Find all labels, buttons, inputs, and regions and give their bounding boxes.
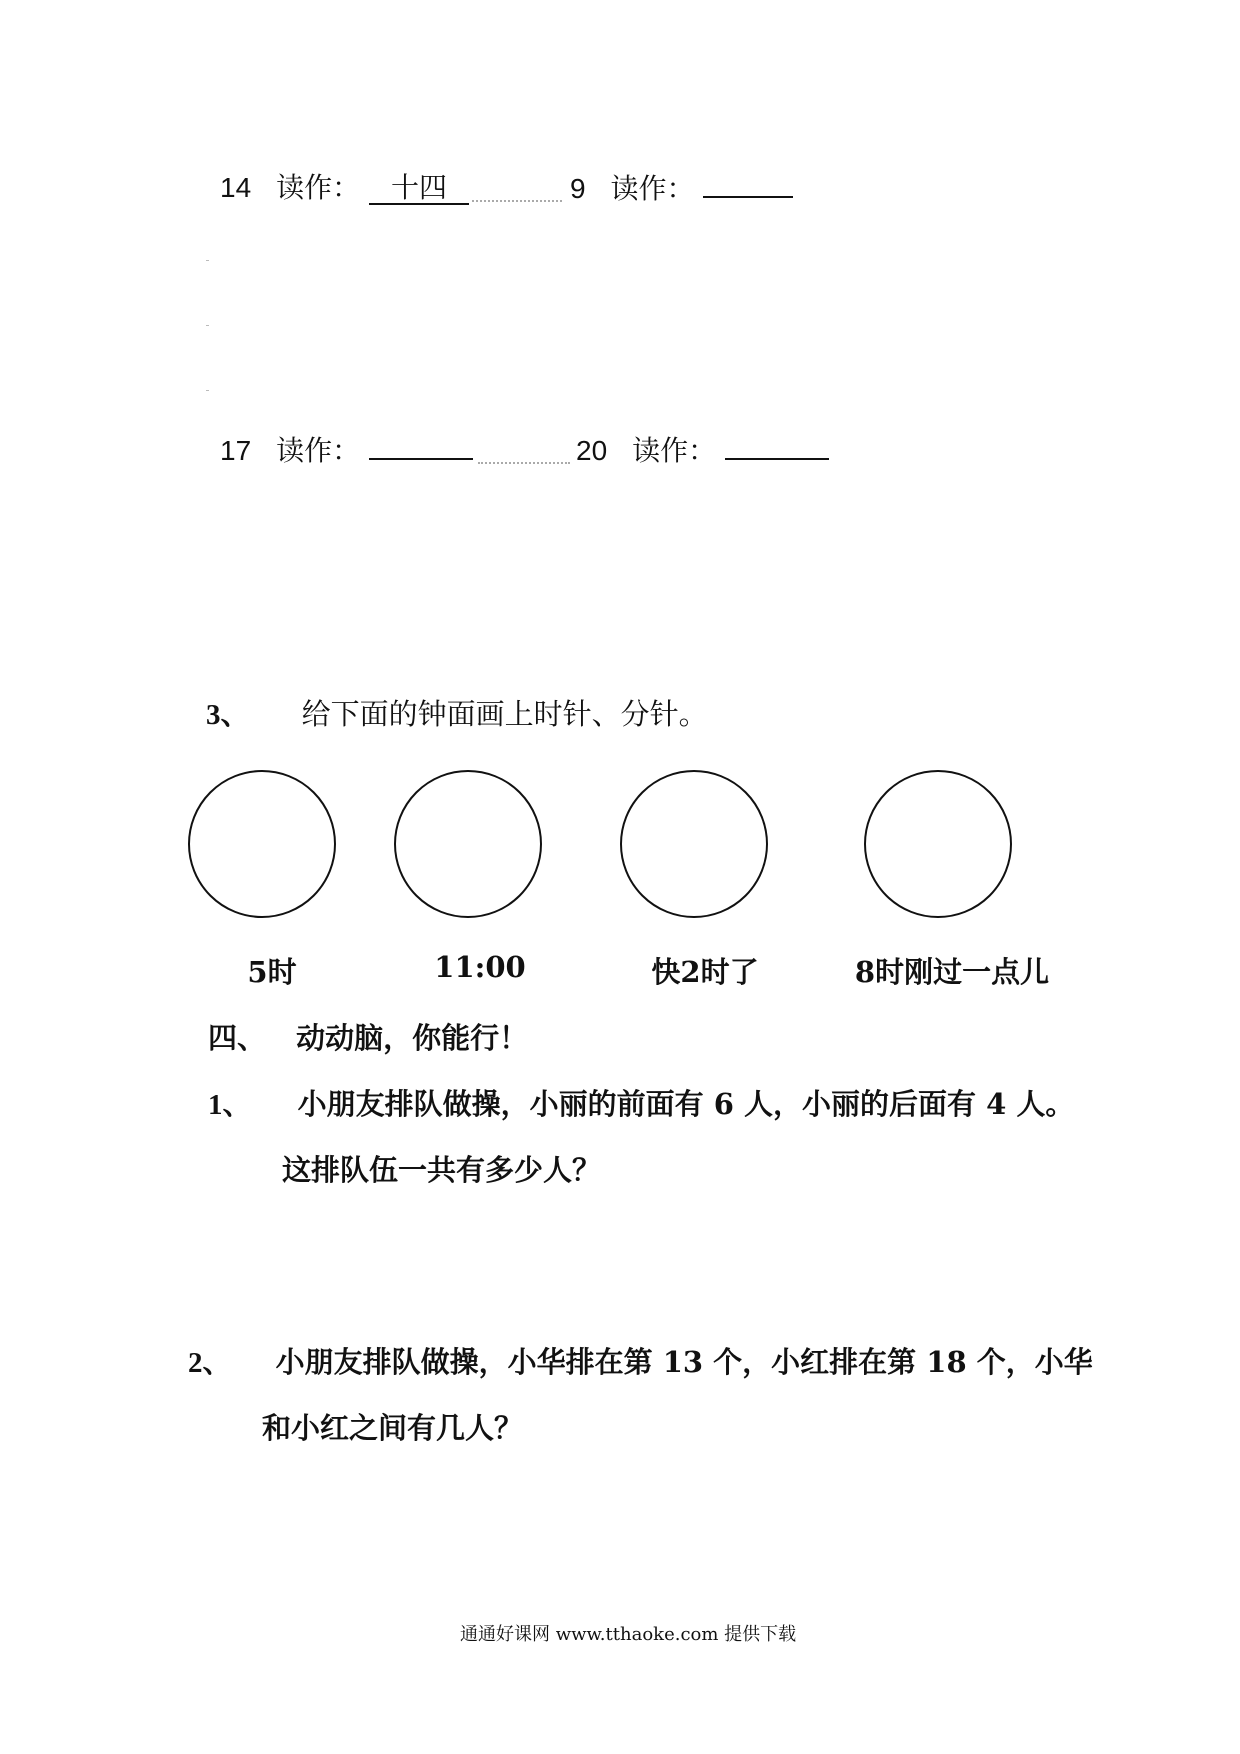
problem-2-continued: 和小红之间有几人？ bbox=[262, 1411, 524, 1445]
reading-answer[interactable] bbox=[703, 166, 793, 198]
scan-mark bbox=[206, 260, 209, 261]
reading-label: 读作： bbox=[276, 171, 361, 204]
reading-number: 9 bbox=[570, 173, 586, 204]
clock-label-3: 快2时了 bbox=[651, 955, 759, 989]
clock-face-2[interactable] bbox=[394, 770, 542, 918]
clock-label-1: 5时 bbox=[247, 955, 297, 989]
question-text: 给下面的钟面画上时针、分针。 bbox=[301, 697, 708, 731]
problem-1-continued: 这排队伍一共有多少人？ bbox=[282, 1153, 602, 1187]
problem-number: 1、 bbox=[208, 1089, 252, 1121]
section-number: 四、 bbox=[208, 1021, 267, 1055]
reading-answer[interactable]: 十四 bbox=[369, 173, 469, 205]
clock-face-4[interactable] bbox=[864, 770, 1012, 918]
reading-number: 20 bbox=[576, 435, 608, 466]
reading-item-17 bbox=[220, 428, 473, 469]
reading-number: 14 bbox=[220, 172, 252, 203]
scan-mark bbox=[206, 325, 209, 326]
clock-face-1[interactable] bbox=[188, 770, 336, 918]
clock-label-2: 11:00 bbox=[434, 950, 526, 984]
reading-label: 读作： bbox=[610, 172, 695, 205]
scan-mark bbox=[206, 390, 209, 391]
footer-text: 通通好课网 www.tthaoke.com 提供下载 bbox=[460, 1624, 797, 1645]
dotted-spacer bbox=[478, 442, 570, 464]
dotted-spacer bbox=[472, 180, 562, 202]
reading-number: 17 bbox=[220, 435, 252, 466]
reading-answer[interactable] bbox=[369, 428, 473, 460]
clock-question bbox=[206, 692, 708, 733]
problem-line-1: 小朋友排队做操，小丽的前面有 6 人，小丽的后面有 4 人。 bbox=[297, 1087, 1075, 1121]
reading-label: 读作： bbox=[276, 434, 361, 467]
question-number: 3、 bbox=[206, 699, 250, 731]
problem-2 bbox=[188, 1340, 1093, 1381]
clock-label-4: 8时刚过一点儿 bbox=[854, 955, 1050, 989]
problem-line-1: 小朋友排队做操，小华排在第 13 个，小红排在第 18 个，小华 bbox=[275, 1345, 1093, 1379]
problem-number: 2、 bbox=[188, 1347, 232, 1379]
reading-item-20 bbox=[576, 428, 829, 469]
section-four-heading bbox=[208, 1016, 528, 1057]
reading-answer[interactable] bbox=[725, 428, 829, 460]
clock-face-3[interactable] bbox=[620, 770, 768, 918]
reading-item-9 bbox=[570, 166, 793, 207]
section-title: 动动脑，你能行！ bbox=[296, 1021, 529, 1055]
reading-label: 读作： bbox=[632, 434, 717, 467]
reading-item-14 bbox=[220, 166, 469, 206]
problem-1 bbox=[208, 1082, 1074, 1123]
